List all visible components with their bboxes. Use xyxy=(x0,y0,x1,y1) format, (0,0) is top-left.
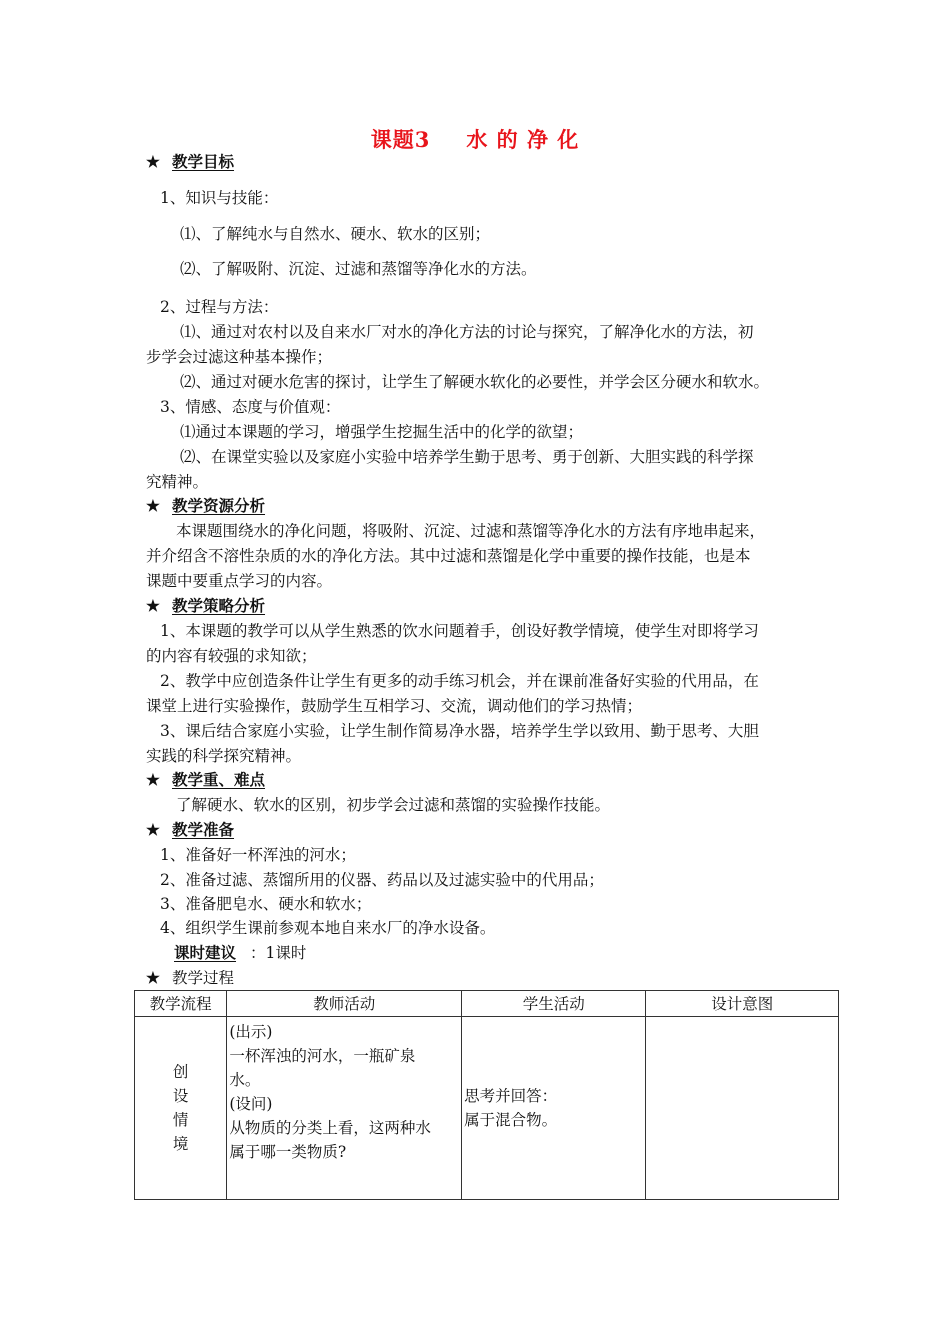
strategy-line: 的内容有较强的求知欲； xyxy=(146,647,317,665)
strategy-line: 1、本课题的教学可以从学生熟悉的饮水问题着手，创设好教学情境，使学生对即将学习 xyxy=(160,622,759,640)
goals-line: ⑵、在课堂实验以及家庭小实验中培养学生勤于思考、勇于创新、大胆实践的科学探 xyxy=(180,448,754,466)
strategy-line: 课堂上进行实验操作，鼓励学生互相学习、交流，调动他们的学习热情； xyxy=(146,697,643,715)
keypoints-line: 了解硬水、软水的区别，初步学会过滤和蒸馏的实验操作技能。 xyxy=(176,796,611,814)
star-icon: ★ xyxy=(146,496,160,515)
goals-line: ⑵、通过对硬水危害的探讨，让学生了解硬水软化的必要性，并学会区分硬水和软水。 xyxy=(180,373,770,391)
goals-line: 1、知识与技能： xyxy=(160,189,279,207)
class-hours-label: 课时建议 xyxy=(174,943,237,962)
star-icon: ★ xyxy=(146,596,160,615)
section-heading-keypoints: ★ 教学重、难点 xyxy=(146,768,265,792)
star-icon: ★ xyxy=(146,152,160,171)
page-title xyxy=(0,124,950,154)
goals-line: ⑴通过本课题的学习，增强学生挖掘生活中的化学的欲望； xyxy=(180,423,584,441)
table-header-cell: 教师活动 xyxy=(227,991,462,1017)
goals-line: 究精神。 xyxy=(146,473,209,491)
strategy-line: 2、教学中应创造条件让学生有更多的动手练习机会，并在课前准备好实验的代用品，在 xyxy=(160,672,759,690)
teaching-process-table xyxy=(134,990,839,1200)
goals-line: 2、过程与方法： xyxy=(160,298,279,316)
resources-line: 并介绍含不溶性杂质的水的净化方法。其中过滤和蒸馏是化学中重要的操作技能，也是本 xyxy=(146,547,751,565)
section-heading-resources: ★ 教学资源分析 xyxy=(146,494,265,518)
goals-line: 3、情感、态度与价值观： xyxy=(160,398,341,416)
strategy-line: 实践的科学探究精神。 xyxy=(146,747,302,765)
resources-line: 课题中要重点学习的内容。 xyxy=(146,572,333,590)
strategy-line: 3、课后结合家庭小实验，让学生制作简易净水器，培养学生学以致用、勤于思考、大胆 xyxy=(160,722,759,740)
table-header-cell: 设计意图 xyxy=(646,991,839,1017)
class-hours xyxy=(174,941,306,965)
design-intent-cell xyxy=(646,1017,839,1200)
star-icon: ★ xyxy=(146,968,160,987)
title-lesson-number: 课题3 xyxy=(370,127,431,152)
section-heading-prep: ★ 教学准备 xyxy=(146,818,234,842)
goals-line: 步学会过滤这种基本操作； xyxy=(146,348,333,366)
prep-line: 2、准备过滤、蒸馏所用的仪器、药品以及过滤实验中的代用品； xyxy=(160,871,604,889)
goals-line: ⑴、了解纯水与自然水、硬水、软水的区别； xyxy=(180,225,491,243)
goals-line: ⑵、了解吸附、沉淀、过滤和蒸馏等净化水的方法。 xyxy=(180,260,537,278)
table-row xyxy=(135,1017,839,1200)
class-hours-value: ：1课时 xyxy=(250,944,307,962)
star-icon: ★ xyxy=(146,820,160,839)
section-heading-goals: ★ 教学目标 xyxy=(146,150,234,174)
table-header-cell: 教学流程 xyxy=(135,991,227,1017)
table-header-row xyxy=(135,991,839,1017)
teacher-activity-cell: (出示) 一杯浑浊的河水，一瓶矿泉 水。 (设问) 从物质的分类上看，这两种水 属于哪一类物质? xyxy=(227,1017,462,1200)
prep-line: 1、准备好一杯浑浊的河水； xyxy=(160,846,356,864)
table-header-cell: 学生活动 xyxy=(462,991,646,1017)
student-activity-cell: 思考并回答： 属于混合物。 xyxy=(462,1017,646,1200)
title-topic: 水 的 净 化 xyxy=(466,127,580,152)
prep-line: 3、准备肥皂水、硬水和软水； xyxy=(160,895,372,913)
stage-cell: 创 设 情 境 xyxy=(135,1017,227,1200)
goals-line: ⑴、通过对农村以及自来水厂对水的净化方法的讨论与探究，了解净化水的方法，初 xyxy=(180,323,754,341)
prep-line: 4、组织学生课前参观本地自来水厂的净水设备。 xyxy=(160,919,496,937)
section-heading-process: ★ 教学过程 xyxy=(146,966,234,990)
section-heading-strategy: ★ 教学策略分析 xyxy=(146,594,265,618)
star-icon: ★ xyxy=(146,770,160,789)
resources-line: 本课题围绕水的净化问题，将吸附、沉淀、过滤和蒸馏等净化水的方法有序地串起来， xyxy=(176,522,766,540)
